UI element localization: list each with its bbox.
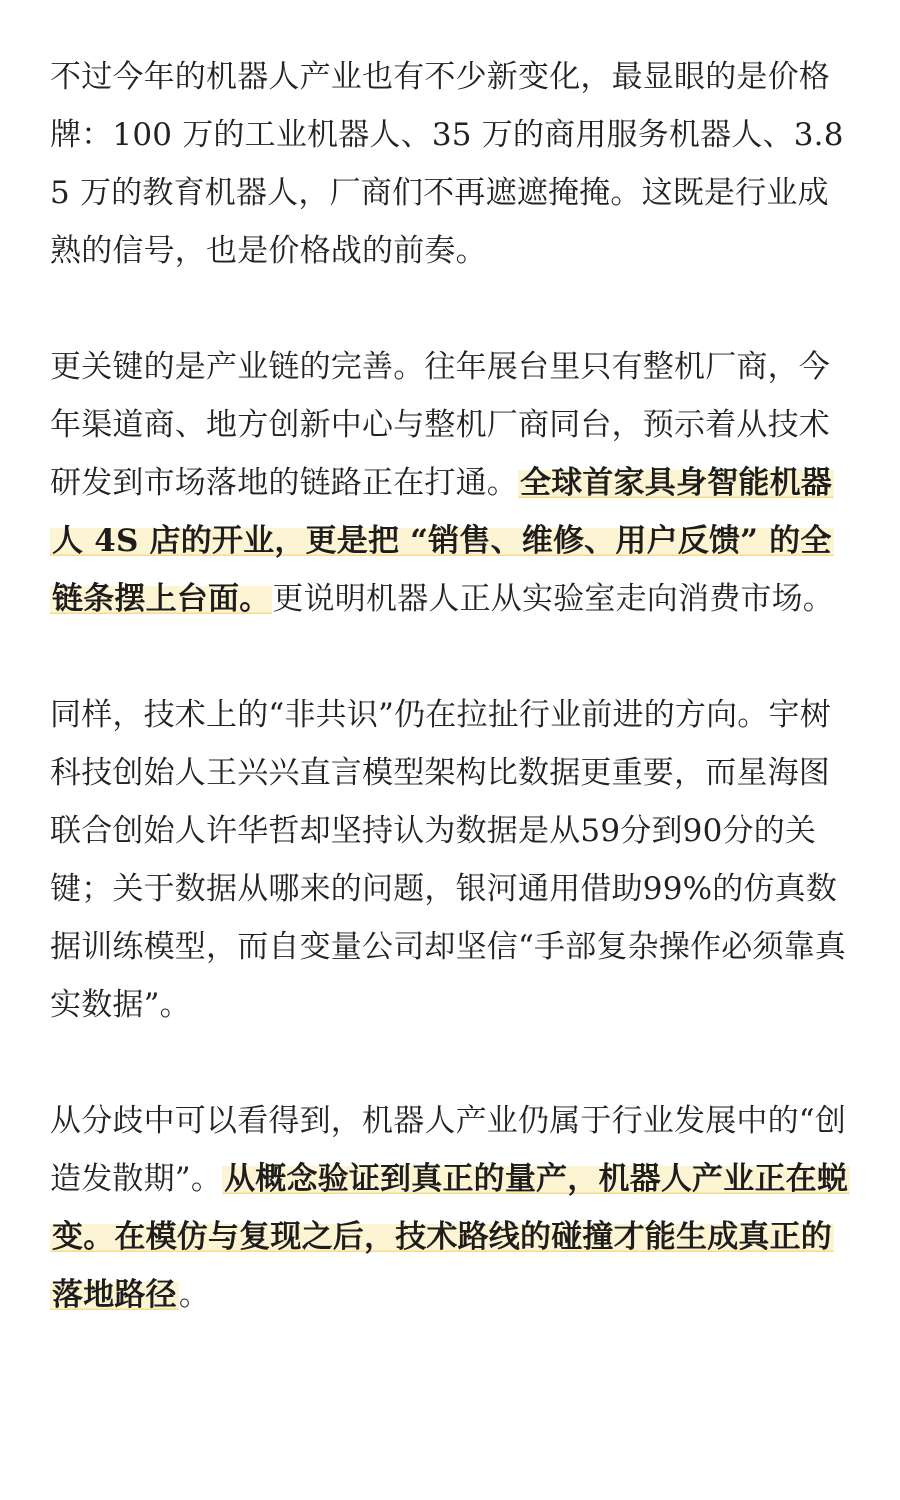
paragraph-text: 更说明机器人正从实验室走向消费市场。 [272,581,835,617]
paragraph-text: 。 [178,1277,211,1313]
paragraph-divergence [50,1092,850,1324]
paragraph-text: 不过今年的机器人产业也有不少新变化，最显眼的是价格牌：100 万的工业机器人、35 万的商用服务机器人、3.85 万的教育机器人，厂商们不再遮遮掩掩。这既是行业成熟的信号，也是价格战的前奏。 [50,59,844,269]
highlighted-text: 全球首家具身智能机器人 4S 店的开业，更是把 “销售、维修、用户反馈” 的全链条摆上台面。 [52,465,832,617]
paragraph-text: 更关键的是产业链的完善。往年展台里只有整机厂商，今年渠道商、地方创新中心与整机厂商同台，预示着从技术研发到市场落地的链路正在打通。 [50,349,830,501]
paragraph-industry-chain [50,338,850,628]
highlighted-text: 从概念验证到真正的量产，机器人产业正在蜕变。在模仿与复现之后，技术路线的碰撞才能生成真正的落地路径 [52,1161,849,1313]
paragraph-text: 从分歧中可以看得到，机器人产业仍属于行业发展中的“创造发散期”。 [50,1103,847,1197]
article-body [50,48,850,1324]
paragraph-technical-nonconsensus [50,686,850,1034]
paragraph-text: 同样，技术上的“非共识”仍在拉扯行业前进的方向。宇树科技创始人王兴兴直言模型架构比数据更重要，而星海图联合创始人许华哲却坚持认为数据是从59分到90分的关键；关于数据从哪来的问题，银河通用借助99%的仿真数据训练模型，而自变量公司却坚信“手部复杂操作必须靠真实数据”。 [50,697,847,1023]
paragraph-price-tags [50,48,850,280]
